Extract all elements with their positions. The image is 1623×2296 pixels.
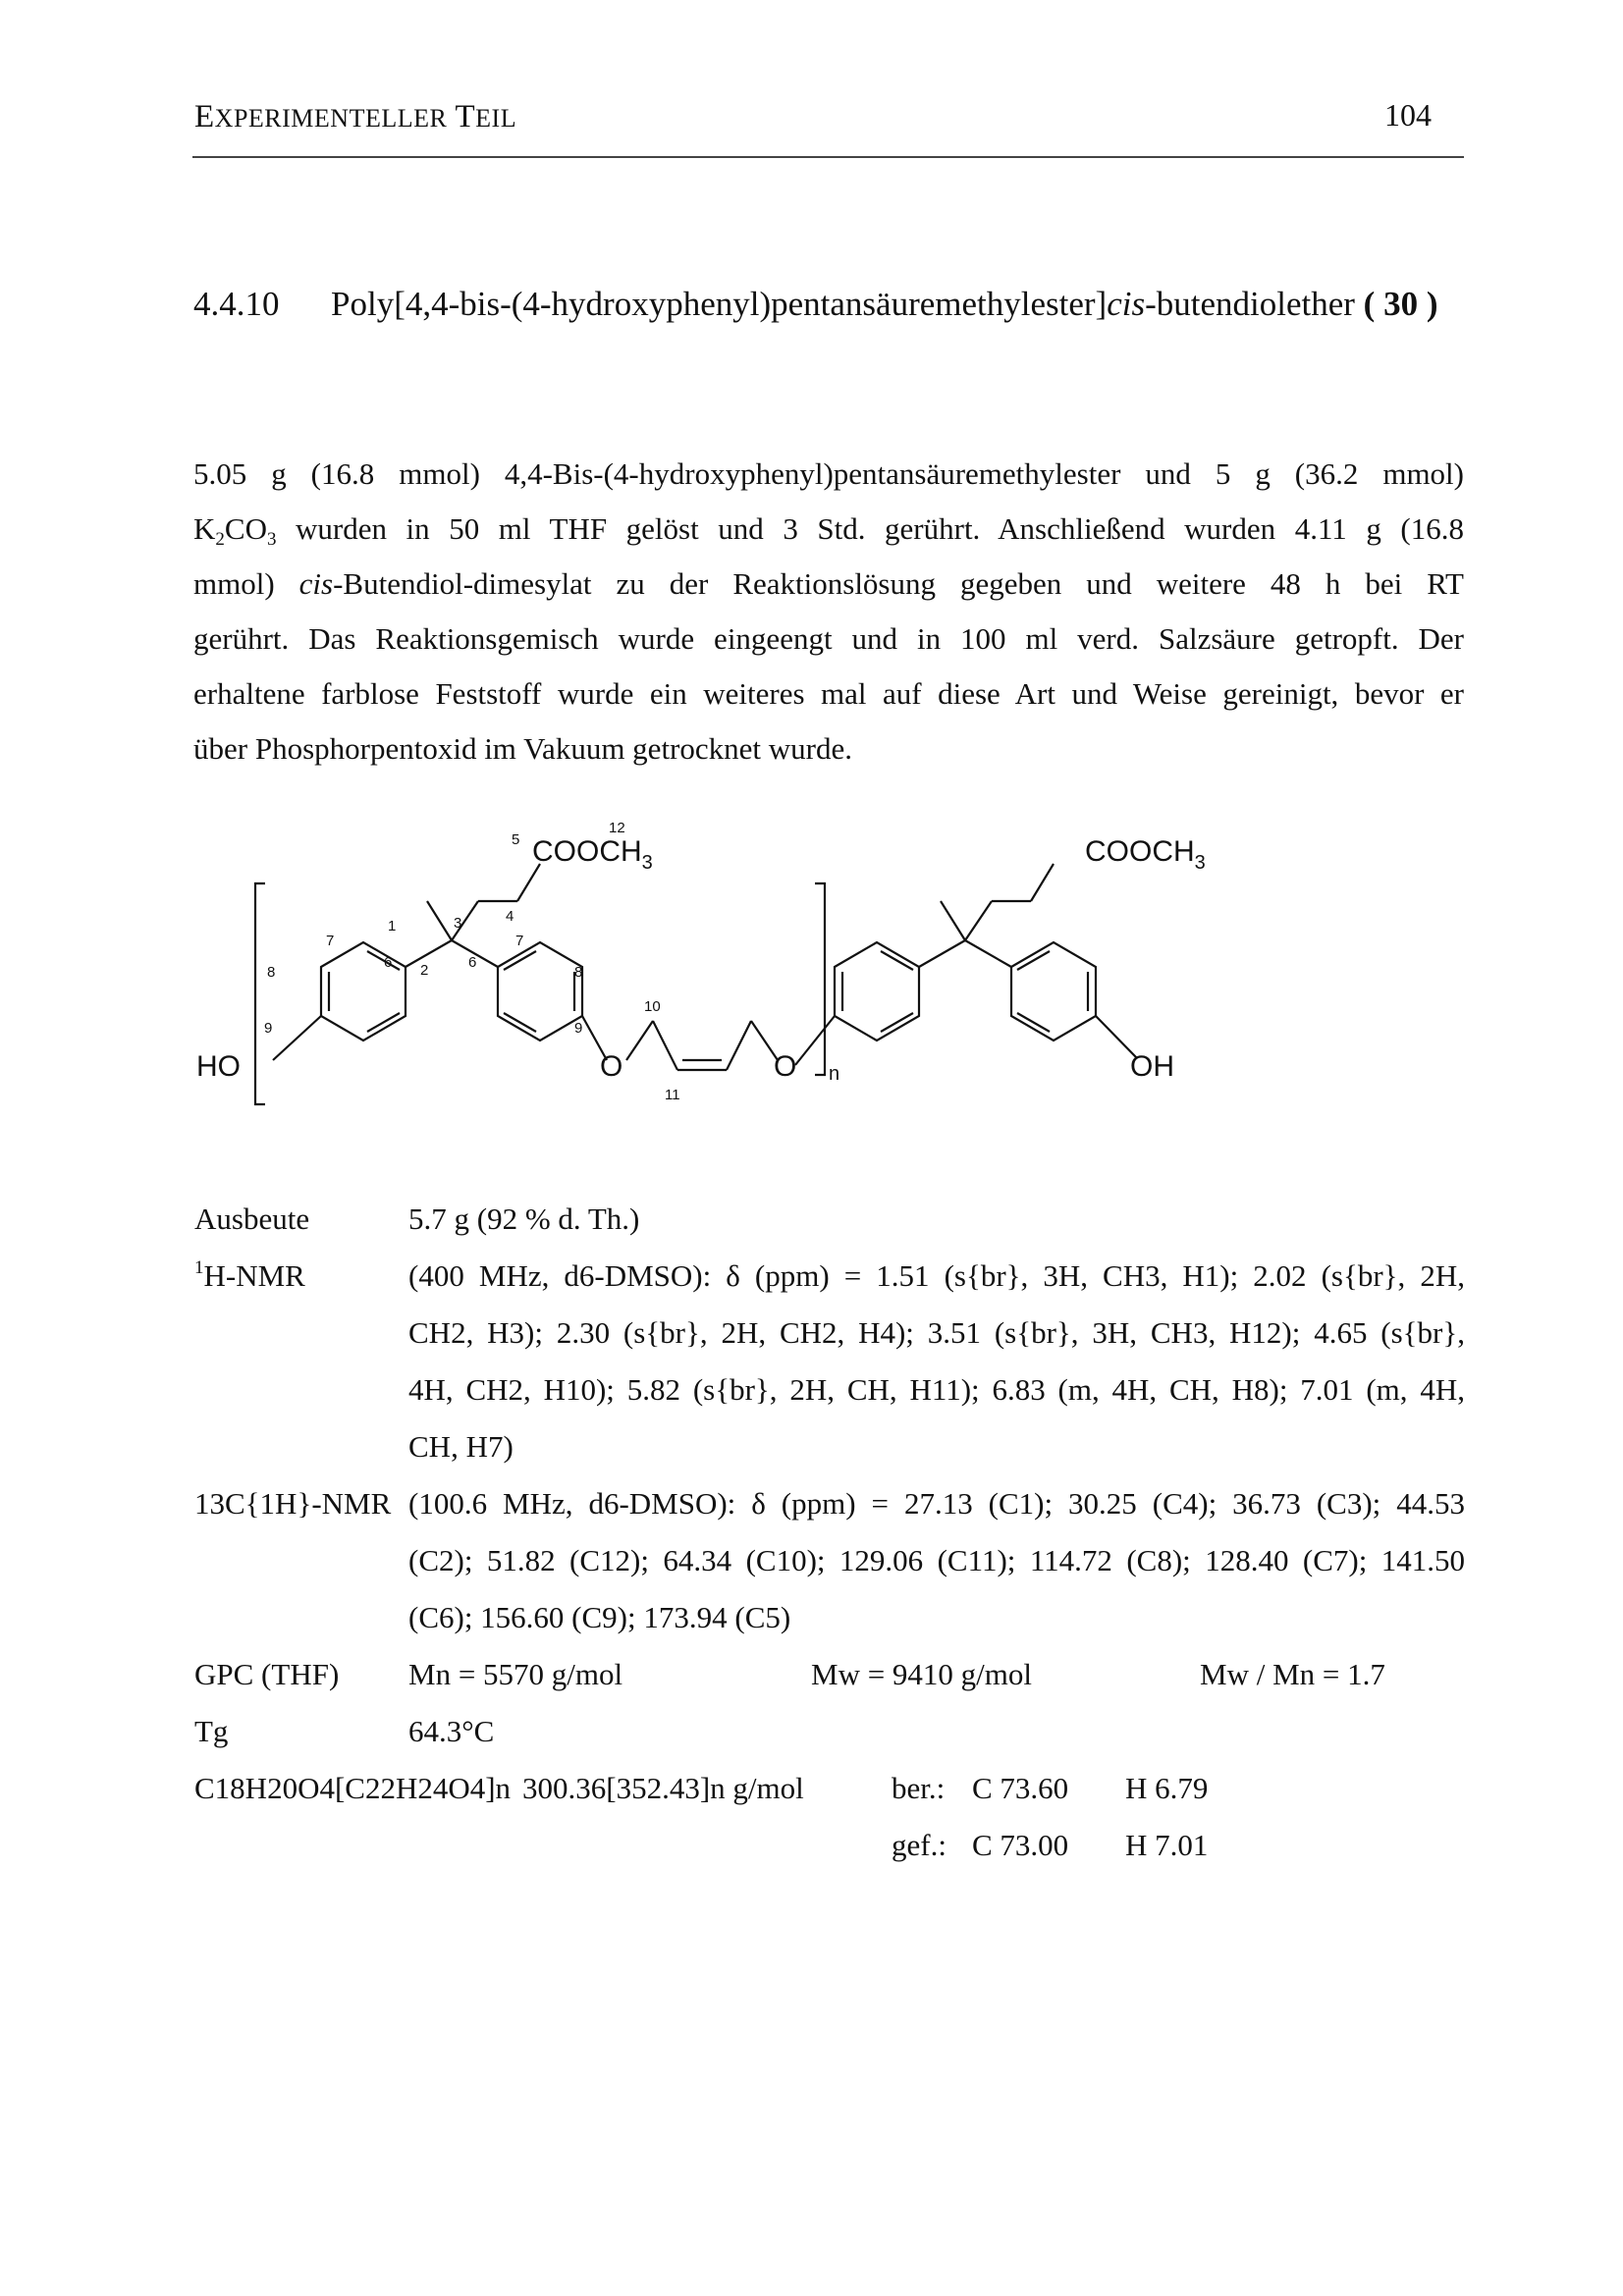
svg-text:9: 9 xyxy=(264,1020,273,1037)
svg-text:4: 4 xyxy=(506,908,514,925)
hnmr-label: $^1$H-NMR xyxy=(194,1257,305,1293)
procedure-paragraph: 5.05 g (16.8 mmol) 4,4-Bis-(4-hydroxyphenyl)pentansäuremethylester und 5 g (36.2 mmol) $K_2CO_3$ wurden in 50 ml THF gelöst und 3 Std. gerührt. Anschließend wurden 4.11 g (16.8 mmol) cis-Butendiol-dimesylat zu der Reaktionslösung gegeben und weitere 48 h bei RT gerührt. Das Reaktionsgemisch wurde eingeengt und in 100 ml verd. Salzsäure getropft. Der erhaltene farblose Feststoff wurde ein weiteres mal auf diese Art und Weise gereinigt, bevor er über Phosphorpentoxid im Vakuum getrocknet wurde. xyxy=(193,456,1464,766)
hnmr-line-4: CH, H7) xyxy=(408,1429,514,1464)
hydroxy-label-left: HO xyxy=(196,1050,241,1083)
svg-text:1: 1 xyxy=(388,918,397,934)
hnmr-line-1: (400 MHz, d6-DMSO): δ (ppm) = 1.51 (s{br}, 3H, CH3, H1); 2.02 (s{br}, 2H, xyxy=(408,1258,1465,1293)
running-header: EXPERIMENTELLER TEIL xyxy=(194,99,517,134)
cnmr-line-3: (C6); 156.60 (C9); 173.94 (C5) xyxy=(408,1600,791,1634)
ester-group-label: $COOCH_3$ xyxy=(532,835,653,874)
cnmr-line-1: (100.6 MHz, d6-DMSO): δ (ppm) = 27.13 (C1); 30.25 (C4); 36.73 (C3); 44.53 xyxy=(408,1486,1465,1521)
svg-text:11: 11 xyxy=(665,1087,680,1103)
cnmr-line-2: (C2); 51.82 (C12); 64.34 (C10); 129.06 (C11); 114.72 (C8); 128.40 (C7); 141.50 xyxy=(408,1543,1465,1577)
pdi-value: Mw / Mn = 1.7 xyxy=(1200,1657,1385,1691)
header-rule xyxy=(192,156,1464,158)
hydroxy-label-right: OH xyxy=(1130,1050,1174,1083)
ber-h: H 6.79 xyxy=(1125,1771,1209,1805)
svg-text:3: 3 xyxy=(454,915,462,932)
ber-c: C 73.60 xyxy=(972,1771,1069,1805)
repeat-unit-n: n xyxy=(829,1063,840,1085)
tg-value: 64.3°C xyxy=(408,1714,495,1748)
ber-label: ber.: xyxy=(892,1771,946,1805)
svg-text:7: 7 xyxy=(515,933,524,949)
gef-label: gef.: xyxy=(892,1828,947,1862)
hnmr-line-2: CH2, H3); 2.30 (s{br}, 2H, CH2, H4); 3.51 (s{br}, 3H, CH3, H12); 4.65 (s{br}, xyxy=(408,1315,1465,1350)
svg-text:8: 8 xyxy=(267,964,276,981)
page-number: 104 xyxy=(1384,97,1432,133)
yield-value: 5.7 g (92 % d. Th.) xyxy=(408,1201,640,1236)
ether-oxygen-2: O xyxy=(774,1050,797,1083)
tg-label: Tg xyxy=(194,1714,229,1748)
section-title: Poly[4,4-bis-(4-hydroxyphenyl)pentansäuremethylester]cis-butendiolether ( 30 ) xyxy=(331,285,1438,323)
formula: C18H20O4[C22H24O4]n xyxy=(194,1771,512,1805)
ester-group-label-end: $COOCH_3$ xyxy=(1085,835,1206,874)
svg-text:10: 10 xyxy=(644,998,661,1015)
section-heading xyxy=(193,285,1437,324)
svg-text:6: 6 xyxy=(468,954,477,971)
section-number: 4.4.10 xyxy=(193,285,280,323)
svg-text:2: 2 xyxy=(420,962,429,979)
ether-oxygen-1: O xyxy=(600,1050,623,1083)
gef-c: C 73.00 xyxy=(972,1828,1069,1862)
svg-text:6: 6 xyxy=(384,954,393,971)
svg-text:7: 7 xyxy=(326,933,335,949)
gef-h: H 7.01 xyxy=(1125,1828,1209,1862)
gpc-label: GPC (THF) xyxy=(194,1657,340,1691)
yield-label: Ausbeute xyxy=(194,1201,310,1236)
svg-text:5: 5 xyxy=(512,831,520,848)
svg-text:8: 8 xyxy=(574,964,583,981)
hnmr-line-3: 4H, CH2, H10); 5.82 (s{br}, 2H, CH, H11); 6.83 (m, 4H, CH, H8); 7.01 (m, 4H, xyxy=(408,1372,1465,1407)
svg-text:9: 9 xyxy=(574,1020,583,1037)
polymer-structure-diagram xyxy=(187,815,1247,1139)
molar-mass: 300.36[352.43]n g/mol xyxy=(522,1771,804,1805)
svg-text:12: 12 xyxy=(609,820,625,836)
mw-value: Mw = 9410 g/mol xyxy=(811,1657,1033,1691)
mn-value: Mn = 5570 g/mol xyxy=(408,1657,623,1691)
cnmr-label: 13C{1H}-NMR xyxy=(194,1486,392,1521)
